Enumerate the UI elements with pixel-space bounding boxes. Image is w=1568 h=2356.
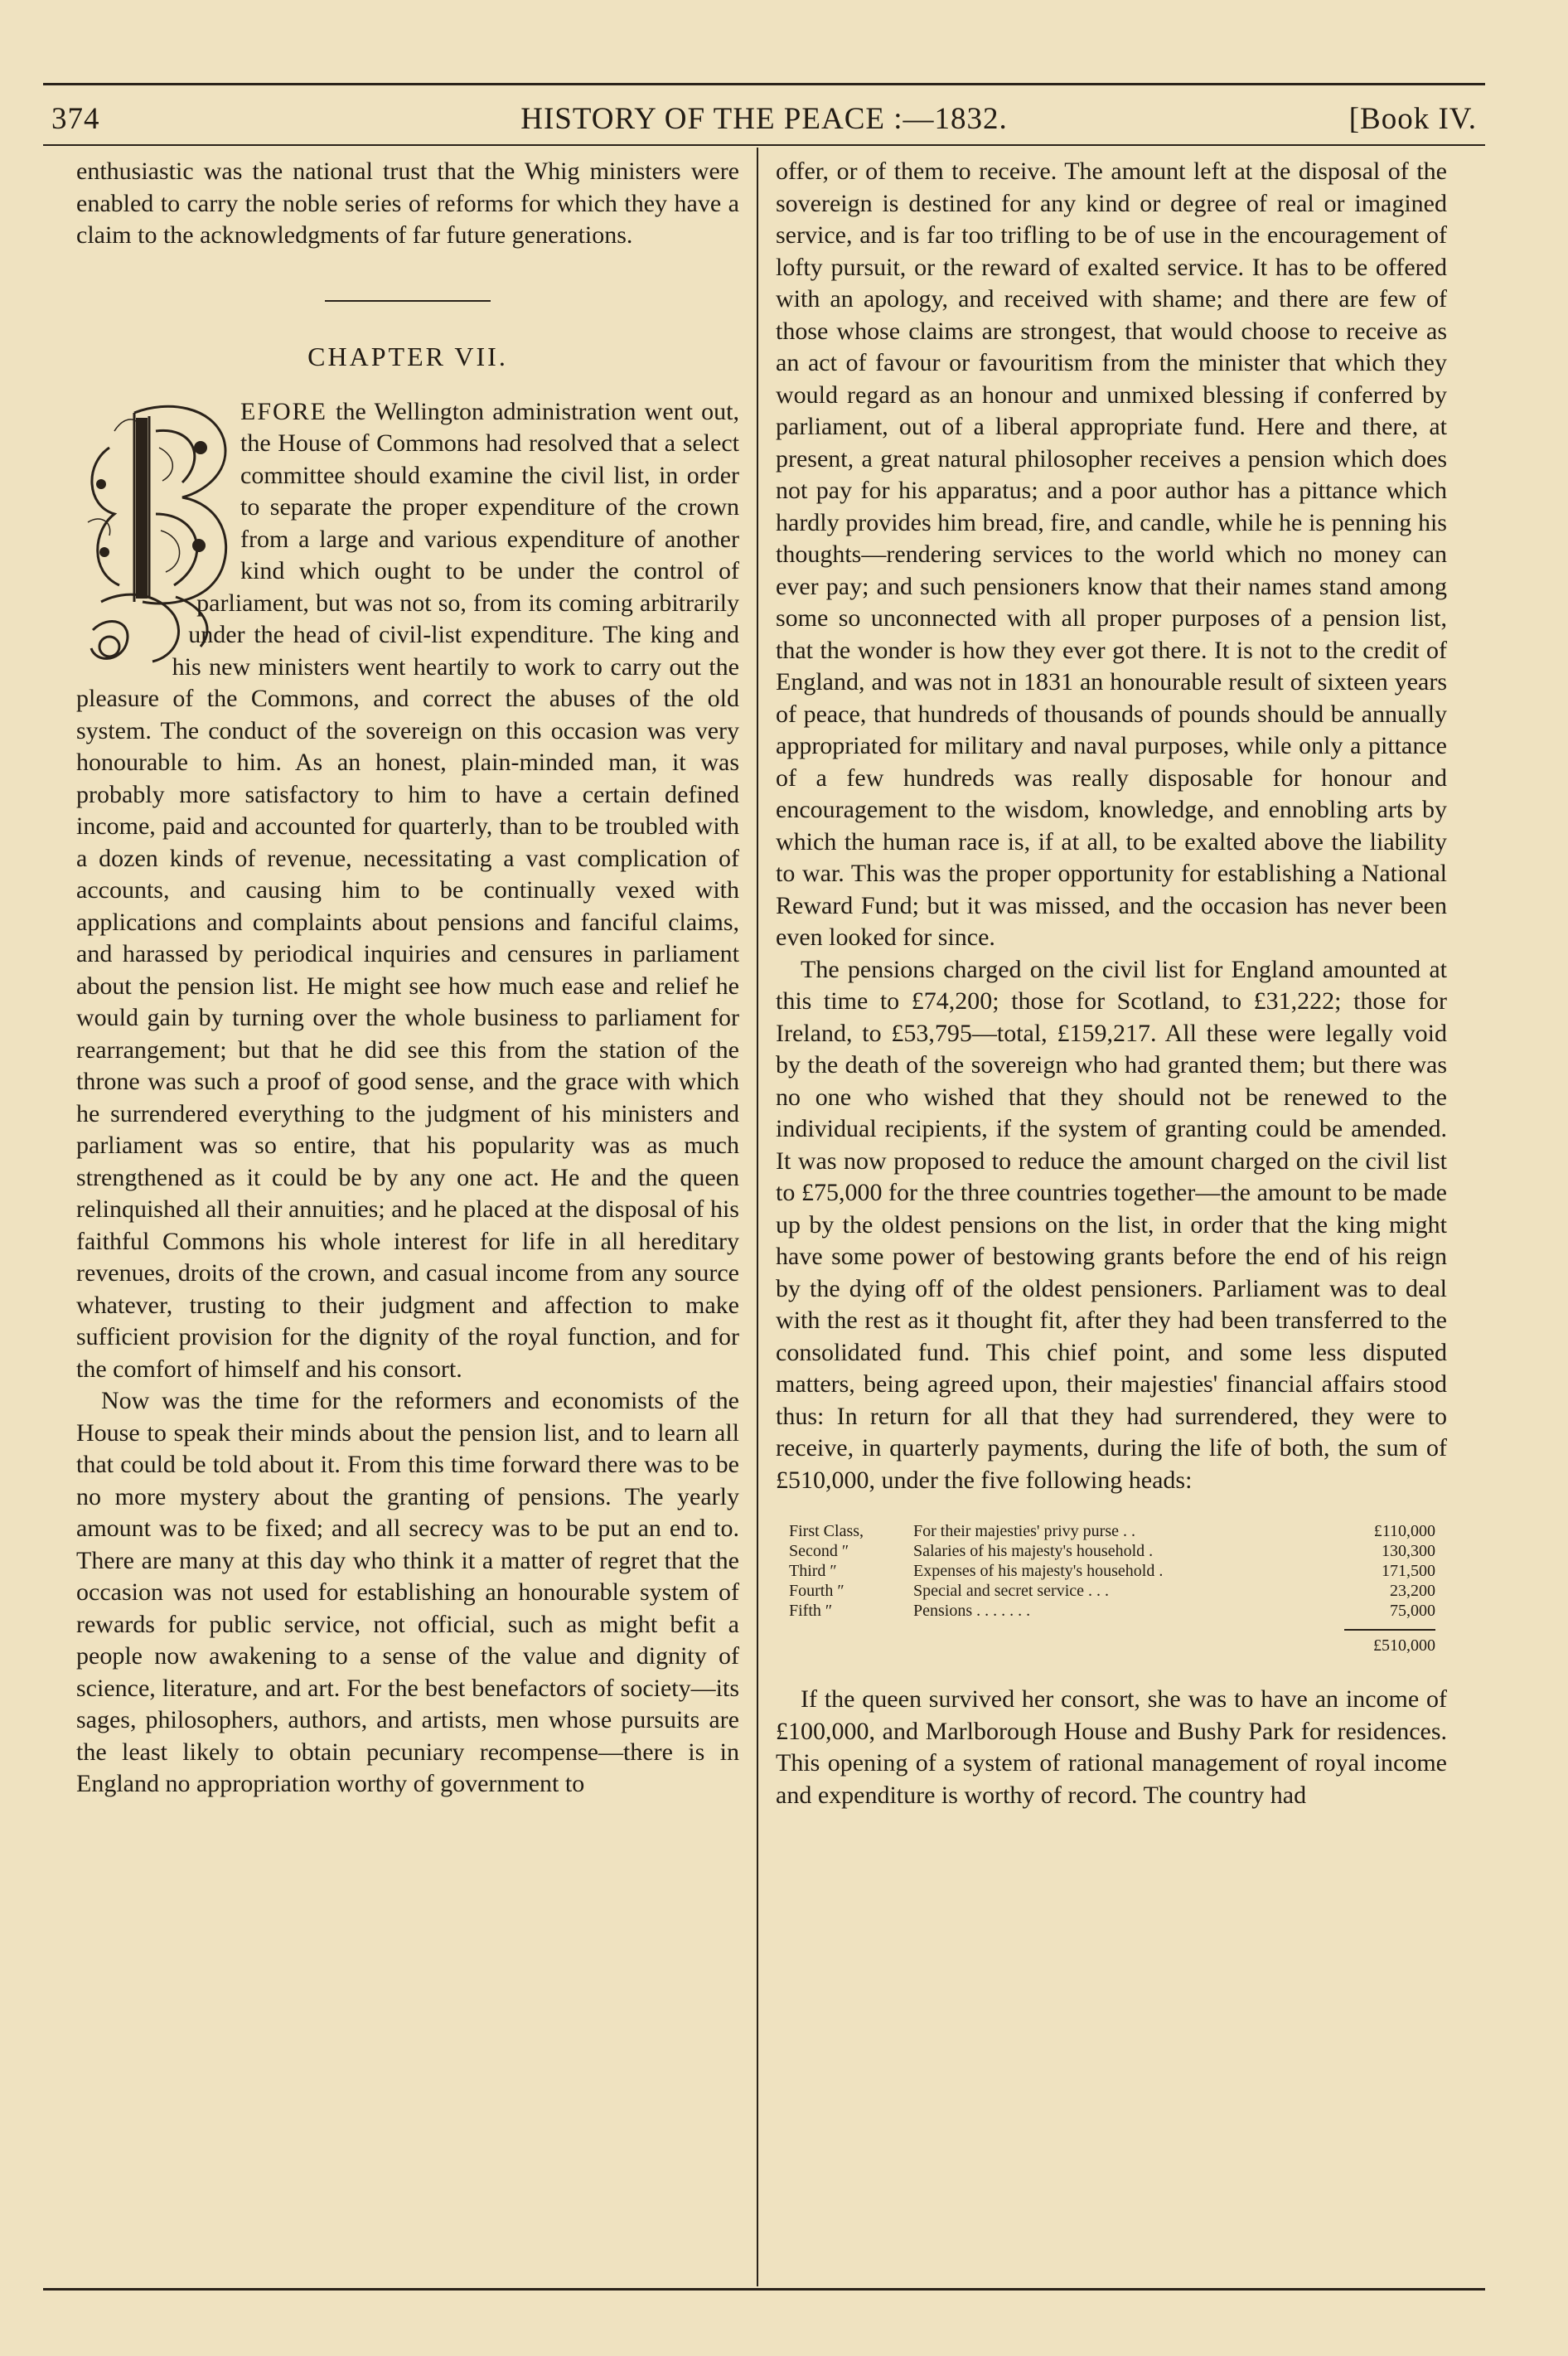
amount-cell: £110,000 bbox=[1373, 1522, 1435, 1540]
description-cell: Special and secret service . . . bbox=[913, 1582, 1110, 1600]
page-number: 374 bbox=[51, 102, 100, 136]
right-column bbox=[776, 156, 1447, 1811]
paragraph: offer, or of them to receive. The amount left at the disposal of the sovereign is destined for any kind or degree of real or imagined service, and is far too trifling to be of use in the encouragement of lofty pursuit, or the reward of exalted service. It has to be offered with an apology, and received with shame; and there are few of those whose claims are strongest, that would choose to receive as an act of favour or favouritism from the minister that which they would regard as an honour and unmixed blessing if conferred by parliament, out of a liberal appropriate fund. Here and there, at present, a great natural philosopher receives a pension which does not pay for his apparatus; and a poor author has a pittance which hardly provides him bread, fire, and candle, while he is penning his thoughts—rendering services to the world which no money can ever pay; and such pensioners know that their names stand among some so unconnected with all proper purposes of a pension list, that the wonder is how they ever got there. It is not to the credit of England, and was not in 1831 an honourable result of sixteen years of peace, that hundreds of thousands of pounds should be annually appropriated for military and naval purposes, while only a pittance of a few hundreds was really disposable for honour and encouragement to the wisdom, knowledge, and ennobling arts by which the human race is, if at all, to be exalted above the liability to war. This was the proper opportunity for establishing a National Reward Fund; but it was missed, and the occasion has never been even looked for since. bbox=[776, 158, 1447, 951]
table-row bbox=[789, 1521, 1435, 1541]
table-row bbox=[789, 1541, 1435, 1561]
section-separator bbox=[325, 300, 491, 302]
running-title: HISTORY OF THE PEACE :—1832. bbox=[520, 102, 1008, 136]
table-row bbox=[789, 1561, 1435, 1581]
paragraph: The pensions charged on the civil list for England amounted at this time to £74,200; those for Scotland, to £31,222; those for Ireland, to £53,795—total, £159,217. All these were legally void by the death of the sovereign who had granted them; but there was no one who wished that they should not be renewed to the individual recipients, if the system of granting could be amended. It was now proposed to reduce the amount charged on the civil list to £75,000 for the three countries together—the amount to be made up by the oldest pensions on the list, in order that the king might have some power of bestowing grants before the end of his reign by the dying off of the oldest pensioners. Parliament was to deal with the rest as it thought fit, after they had been transferred to the consolidated fund. This chief point, and some less disputed matters, being agreed upon, their majesties' financial affairs stood thus: In return for all that they had surrendered, they were to receive, in quarterly payments, during the life of both, the sum of £510,000, under the five following heads: bbox=[776, 955, 1447, 1494]
column-divider bbox=[757, 148, 758, 2286]
description-cell: Expenses of his majesty's household . bbox=[913, 1562, 1164, 1580]
header-rule bbox=[43, 144, 1485, 146]
bottom-rule bbox=[43, 2288, 1485, 2291]
book-label: [Book IV. bbox=[1348, 102, 1477, 136]
class-cell: First Class, bbox=[789, 1522, 864, 1540]
class-cell: Fifth ″ bbox=[789, 1602, 833, 1620]
description-cell: Pensions . . . . . . . bbox=[913, 1602, 1031, 1620]
description-cell: Salaries of his majesty's household . bbox=[913, 1542, 1154, 1560]
amount-cell: 23,200 bbox=[1390, 1582, 1435, 1600]
civil-list-heads-table bbox=[789, 1521, 1435, 1656]
amount-cell: 171,500 bbox=[1382, 1562, 1435, 1580]
paragraph: If the queen survived her consort, she was to have an income of £100,000, and Marlborough House and Bushy Park for residences. This opening of a system of rational management of royal income and expenditure is worthy of record. The country had bbox=[776, 1685, 1447, 1809]
description-cell: For their majesties' privy purse . . bbox=[913, 1522, 1135, 1540]
total-amount: £510,000 bbox=[1344, 1629, 1435, 1656]
paragraph: Now was the time for the reformers and economists of the House to speak their minds about the pension list, and to learn all that could be told about it. From this time forward there was to be no more mystery about the granting of pensions. The yearly amount was to be fixed; and all secrecy was to be put an end to. There are many at this day who think it a matter of regret that the occasion was not used for establishing an honourable system of rewards for public service, not official, such as might befit a people now awakening to a sense of the value and dignity of science, literature, and art. For the best benefactors of society—its sages, philosophers, authors, and artists, men whose pursuits are the least likely to obtain pecuniary recompense—there is in England no appropriation worthy of government to bbox=[76, 1387, 739, 1797]
table-total-row bbox=[789, 1621, 1435, 1656]
paragraph: enthusiastic was the national trust that the Whig ministers were enabled to carry the noble series of reforms for which they have a claim to the acknowledgments of far future generations. bbox=[76, 158, 739, 249]
running-header bbox=[51, 101, 1477, 143]
top-rule bbox=[43, 83, 1485, 85]
class-cell: Second ″ bbox=[789, 1542, 849, 1560]
amount-cell: 75,000 bbox=[1390, 1602, 1435, 1620]
table-row bbox=[789, 1581, 1435, 1601]
paragraph-text: the Wellington administration went out, the House of Commons had resolved that a select committee should examine the civil list, in order to separate the proper expenditure of the crown from a large and various expenditure of another kind which ought to be under the control of parliament, but was not so, from its coming arbitrarily under the head of civil-list expenditure. The king and his new ministers went heartily to work to carry out the pleasure of the Commons, and correct the abuses of the old system. The conduct of the sovereign on this occasion was very honourable to him. As an honest, plain-minded man, it was probably more satisfactory to him to have a certain defined income, paid and accounted for quarterly, than to be troubled with a dozen kinds of revenue, necessitating a vast complication of accounts, and causing him to be continually vexed with applications and complaints about pensions and fanciful claims, and harassed by periodical inquiries and censures in parliament about the pension list. He might see how much ease and relief he would gain by turning over the whole business to parliament for rearrangement; but that he did see this from the station of the throne was such a proof of good sense, and the grace with which he surrendered everything to the judgment of his ministers and parliament was so entire, that his popularity was as much strengthened as it could be by any one act. He and the queen relinquished all their annuities; and he placed at the disposal of his faithful Commons his whole interest for life in all hereditary revenues, droits of the crown, and casual income from any source whatever, trusting to their judgment and affection to make sufficient provision for the dignity of the royal function, and for the comfort of himself and his consort. bbox=[76, 397, 739, 1383]
opening-words: EFORE bbox=[240, 397, 328, 425]
class-cell: Third ″ bbox=[789, 1562, 837, 1580]
left-column bbox=[76, 156, 739, 1801]
amount-cell: 130,300 bbox=[1382, 1542, 1435, 1560]
table-row bbox=[789, 1601, 1435, 1621]
book-page bbox=[43, 83, 1485, 2309]
chapter-opening-paragraph bbox=[76, 396, 739, 1386]
chapter-heading: CHAPTER VII. bbox=[307, 341, 508, 371]
class-cell: Fourth ″ bbox=[789, 1582, 844, 1600]
